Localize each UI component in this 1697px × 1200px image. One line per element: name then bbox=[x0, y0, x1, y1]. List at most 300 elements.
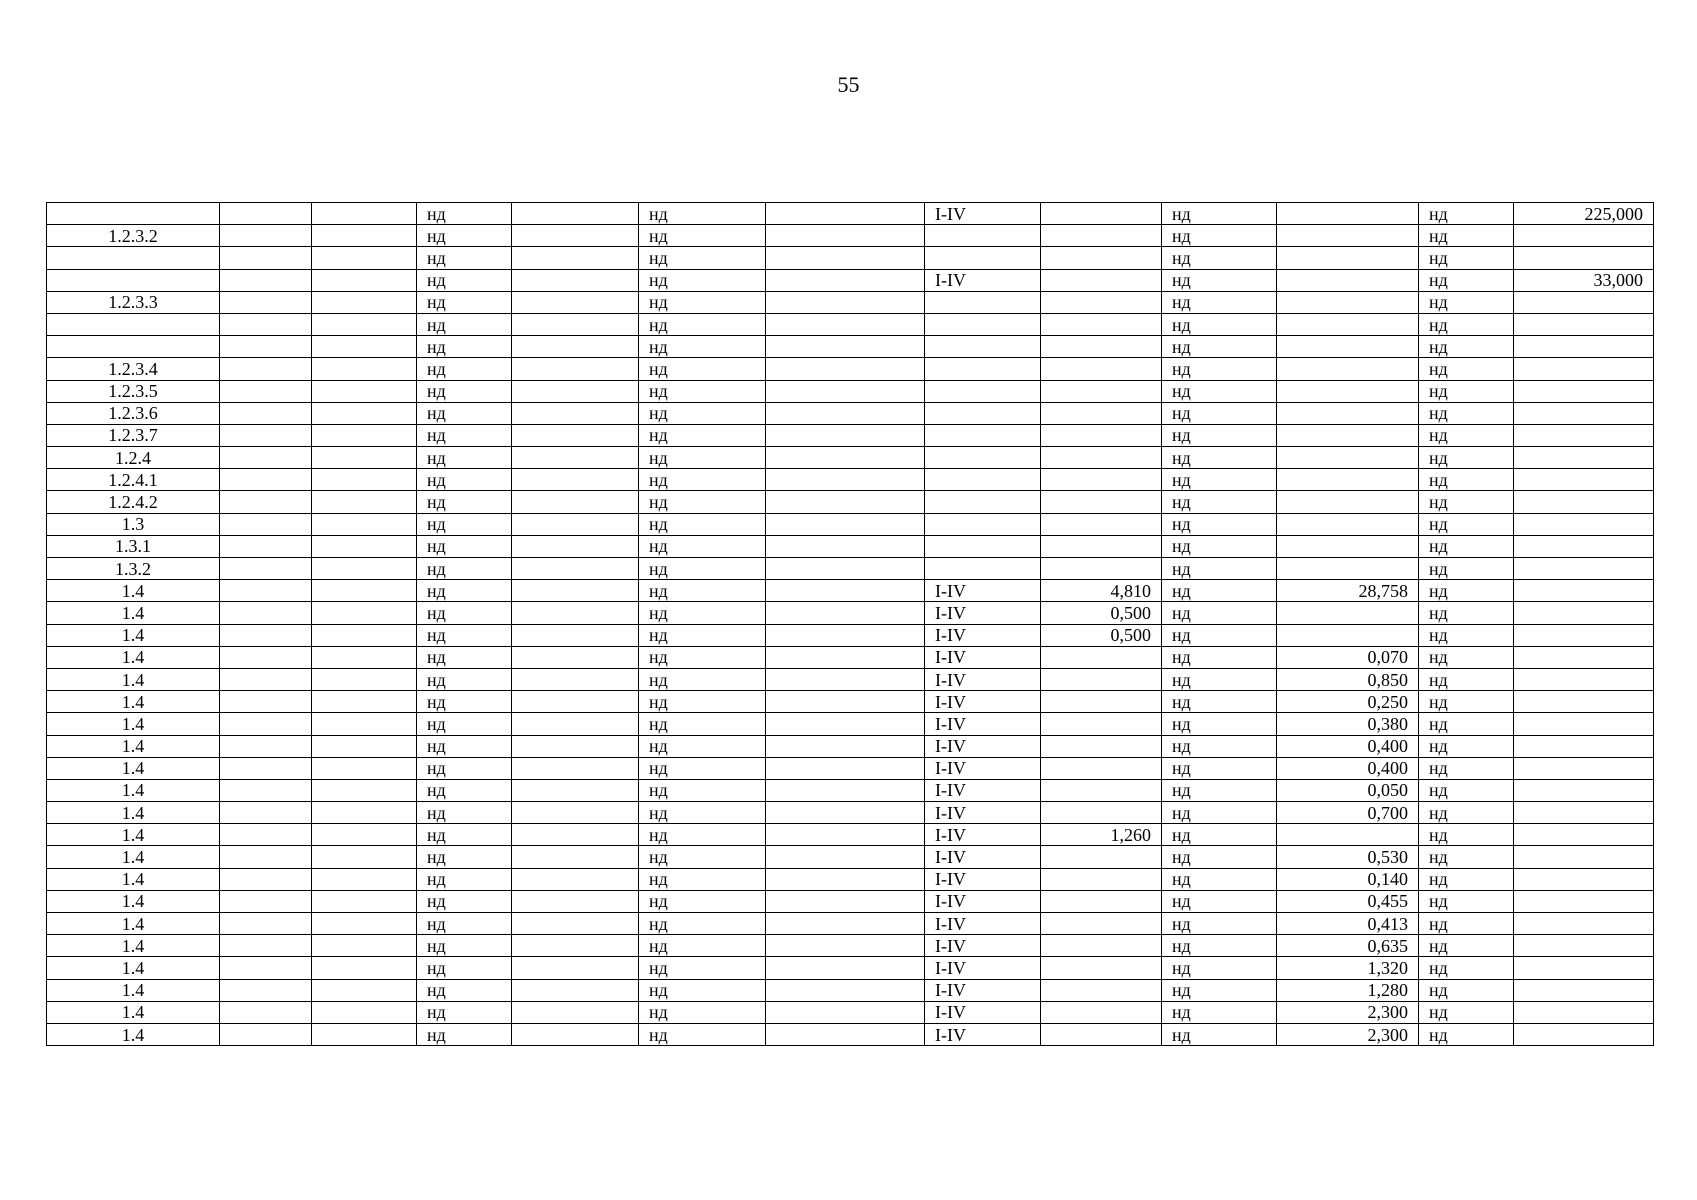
table-cell bbox=[512, 424, 639, 446]
table-cell bbox=[512, 313, 639, 335]
table-cell: 0,700 bbox=[1277, 802, 1419, 824]
table-cell bbox=[1041, 535, 1162, 557]
table-cell bbox=[1041, 668, 1162, 690]
table-cell: I-IV bbox=[925, 868, 1041, 890]
table-cell bbox=[1514, 513, 1654, 535]
table-row bbox=[47, 447, 1654, 469]
table-cell: нд bbox=[1162, 713, 1277, 735]
table-cell bbox=[1041, 291, 1162, 313]
table-cell: нд bbox=[1162, 935, 1277, 957]
table-cell bbox=[766, 935, 925, 957]
table-cell: I-IV bbox=[925, 580, 1041, 602]
table-cell bbox=[512, 1023, 639, 1045]
table-cell: нд bbox=[417, 491, 512, 513]
table-cell: 1.2.3.2 bbox=[47, 225, 220, 247]
table-cell bbox=[220, 336, 312, 358]
table-cell bbox=[312, 691, 417, 713]
table-row bbox=[47, 935, 1654, 957]
table-cell bbox=[512, 757, 639, 779]
table-cell bbox=[925, 447, 1041, 469]
table-cell bbox=[512, 1001, 639, 1023]
table-cell: 1.2.3.6 bbox=[47, 402, 220, 424]
table-cell bbox=[47, 247, 220, 269]
table-cell bbox=[312, 380, 417, 402]
table-cell bbox=[220, 380, 312, 402]
table-cell: нд bbox=[1419, 513, 1514, 535]
table-cell bbox=[1514, 402, 1654, 424]
table-cell bbox=[220, 535, 312, 557]
table-cell bbox=[312, 469, 417, 491]
table-cell bbox=[312, 735, 417, 757]
table-cell bbox=[512, 491, 639, 513]
table-cell bbox=[312, 846, 417, 868]
table-cell: нд bbox=[1419, 203, 1514, 225]
table-cell: нд bbox=[639, 824, 766, 846]
table-cell: нд bbox=[639, 491, 766, 513]
table-cell bbox=[312, 668, 417, 690]
table-cell bbox=[220, 757, 312, 779]
table-cell: нд bbox=[639, 1001, 766, 1023]
table-cell bbox=[1514, 979, 1654, 1001]
table-cell bbox=[1277, 513, 1419, 535]
table-cell: нд bbox=[1162, 1001, 1277, 1023]
table-cell bbox=[220, 802, 312, 824]
table-cell: I-IV bbox=[925, 824, 1041, 846]
table-cell bbox=[1277, 291, 1419, 313]
table-cell: 1.4 bbox=[47, 757, 220, 779]
table-cell: нд bbox=[1162, 558, 1277, 580]
table-cell bbox=[1514, 957, 1654, 979]
table-cell: нд bbox=[417, 957, 512, 979]
table-cell: 0,530 bbox=[1277, 846, 1419, 868]
table-cell: I-IV bbox=[925, 624, 1041, 646]
table-cell bbox=[1514, 358, 1654, 380]
table-cell bbox=[766, 247, 925, 269]
table-cell bbox=[766, 735, 925, 757]
table-cell bbox=[925, 291, 1041, 313]
table-cell bbox=[1514, 447, 1654, 469]
table-cell bbox=[925, 558, 1041, 580]
table-cell bbox=[1277, 358, 1419, 380]
table-cell bbox=[220, 713, 312, 735]
table-row bbox=[47, 890, 1654, 912]
table-cell bbox=[1514, 247, 1654, 269]
table-cell: нд bbox=[639, 402, 766, 424]
table-cell: нд bbox=[639, 580, 766, 602]
table-cell bbox=[1041, 1023, 1162, 1045]
table-cell: 1.4 bbox=[47, 779, 220, 801]
table-cell: нд bbox=[1419, 291, 1514, 313]
table-cell bbox=[766, 668, 925, 690]
table-cell bbox=[220, 402, 312, 424]
table-cell: 1.4 bbox=[47, 668, 220, 690]
table-cell: нд bbox=[1162, 624, 1277, 646]
table-cell bbox=[312, 513, 417, 535]
table-cell: нд bbox=[1162, 380, 1277, 402]
table-cell bbox=[1514, 935, 1654, 957]
table-cell bbox=[512, 402, 639, 424]
table-cell bbox=[1041, 313, 1162, 335]
table-cell: нд bbox=[639, 513, 766, 535]
table-cell: 1.2.4 bbox=[47, 447, 220, 469]
table-cell: 1.2.3.3 bbox=[47, 291, 220, 313]
table-cell: I-IV bbox=[925, 779, 1041, 801]
table-cell bbox=[1514, 535, 1654, 557]
table-cell bbox=[1041, 247, 1162, 269]
table-cell: нд bbox=[417, 935, 512, 957]
table-cell bbox=[220, 1001, 312, 1023]
table-cell bbox=[512, 269, 639, 291]
table-cell bbox=[512, 957, 639, 979]
table-cell: нд bbox=[639, 358, 766, 380]
table-cell: нд bbox=[639, 558, 766, 580]
table-cell bbox=[925, 336, 1041, 358]
table-cell: нд bbox=[417, 779, 512, 801]
table-cell bbox=[220, 779, 312, 801]
table-row bbox=[47, 513, 1654, 535]
table-cell: нд bbox=[417, 1023, 512, 1045]
table-cell bbox=[1041, 913, 1162, 935]
table-cell: нд bbox=[1419, 313, 1514, 335]
table-cell bbox=[512, 558, 639, 580]
table-cell: I-IV bbox=[925, 691, 1041, 713]
table-cell bbox=[512, 979, 639, 1001]
table-cell: нд bbox=[1162, 402, 1277, 424]
table-cell bbox=[766, 757, 925, 779]
table-cell: нд bbox=[417, 824, 512, 846]
table-body bbox=[47, 203, 1654, 1046]
table-cell: нд bbox=[417, 247, 512, 269]
table-cell bbox=[1041, 469, 1162, 491]
table-cell bbox=[925, 402, 1041, 424]
table-cell bbox=[312, 558, 417, 580]
table-cell: нд bbox=[639, 535, 766, 557]
table-cell bbox=[1514, 602, 1654, 624]
table-cell bbox=[766, 802, 925, 824]
table-cell bbox=[1514, 890, 1654, 912]
table-cell: нд bbox=[1419, 668, 1514, 690]
table-cell bbox=[312, 890, 417, 912]
table-row bbox=[47, 668, 1654, 690]
table-cell: нд bbox=[1419, 269, 1514, 291]
table-cell bbox=[766, 913, 925, 935]
table-cell bbox=[1041, 646, 1162, 668]
table-row bbox=[47, 291, 1654, 313]
table-cell: I-IV bbox=[925, 203, 1041, 225]
table-cell bbox=[512, 380, 639, 402]
table-row bbox=[47, 802, 1654, 824]
table-cell: нд bbox=[639, 802, 766, 824]
table-cell: 1.4 bbox=[47, 624, 220, 646]
table-cell bbox=[766, 225, 925, 247]
table-row bbox=[47, 247, 1654, 269]
table-cell: нд bbox=[417, 913, 512, 935]
table-cell bbox=[925, 424, 1041, 446]
table-cell: 0,400 bbox=[1277, 735, 1419, 757]
table-cell: нд bbox=[639, 291, 766, 313]
table-cell: нд bbox=[639, 735, 766, 757]
table-cell: нд bbox=[417, 336, 512, 358]
table-cell bbox=[1277, 402, 1419, 424]
table-cell: нд bbox=[417, 447, 512, 469]
table-cell: нд bbox=[1419, 691, 1514, 713]
table-cell: нд bbox=[1419, 358, 1514, 380]
table-cell bbox=[766, 203, 925, 225]
table-cell bbox=[220, 491, 312, 513]
table-cell: 1.4 bbox=[47, 735, 220, 757]
table-row bbox=[47, 313, 1654, 335]
table-cell bbox=[1514, 779, 1654, 801]
table-cell: нд bbox=[1419, 602, 1514, 624]
table-cell bbox=[220, 558, 312, 580]
table-cell: 1.3.2 bbox=[47, 558, 220, 580]
table-cell bbox=[312, 757, 417, 779]
table-cell bbox=[512, 846, 639, 868]
table-cell: нд bbox=[1419, 713, 1514, 735]
table-cell bbox=[220, 890, 312, 912]
table-cell: 1.4 bbox=[47, 580, 220, 602]
table-cell bbox=[512, 291, 639, 313]
table-cell: 0,500 bbox=[1041, 602, 1162, 624]
table-cell bbox=[1514, 225, 1654, 247]
table-cell: 0,380 bbox=[1277, 713, 1419, 735]
table-row bbox=[47, 269, 1654, 291]
table-cell: нд bbox=[1162, 757, 1277, 779]
table-cell bbox=[1041, 380, 1162, 402]
table-cell: нд bbox=[1419, 580, 1514, 602]
table-cell: нд bbox=[639, 935, 766, 957]
table-cell bbox=[512, 225, 639, 247]
table-cell: нд bbox=[1162, 269, 1277, 291]
table-cell bbox=[1277, 602, 1419, 624]
table-cell bbox=[1277, 535, 1419, 557]
table-cell: нд bbox=[1162, 824, 1277, 846]
table-cell bbox=[766, 602, 925, 624]
page-number: 55 bbox=[837, 72, 860, 97]
table-cell: 1.2.4.1 bbox=[47, 469, 220, 491]
table-cell bbox=[766, 535, 925, 557]
table-cell bbox=[766, 469, 925, 491]
table-cell bbox=[1514, 1023, 1654, 1045]
table-cell bbox=[1514, 735, 1654, 757]
table-cell bbox=[1277, 380, 1419, 402]
table-cell bbox=[766, 336, 925, 358]
table-cell bbox=[1514, 469, 1654, 491]
table-cell bbox=[1277, 624, 1419, 646]
table-cell bbox=[312, 424, 417, 446]
table-cell bbox=[312, 247, 417, 269]
table-cell: нд bbox=[417, 602, 512, 624]
table-cell bbox=[766, 447, 925, 469]
table-cell bbox=[512, 535, 639, 557]
table-cell: 2,300 bbox=[1277, 1001, 1419, 1023]
table-cell bbox=[220, 735, 312, 757]
table-cell bbox=[1041, 979, 1162, 1001]
table-cell: нд bbox=[1162, 979, 1277, 1001]
table-cell: 1.4 bbox=[47, 602, 220, 624]
table-cell bbox=[512, 802, 639, 824]
table-cell bbox=[512, 890, 639, 912]
table-cell: 28,758 bbox=[1277, 580, 1419, 602]
table-cell: 1.2.4.2 bbox=[47, 491, 220, 513]
table-cell bbox=[220, 269, 312, 291]
table-cell: нд bbox=[1162, 291, 1277, 313]
table-cell bbox=[312, 535, 417, 557]
table-cell: 0,400 bbox=[1277, 757, 1419, 779]
table-cell bbox=[1277, 203, 1419, 225]
table-cell: нд bbox=[417, 691, 512, 713]
table-cell bbox=[1041, 336, 1162, 358]
table-cell bbox=[512, 668, 639, 690]
table-cell: 0,850 bbox=[1277, 668, 1419, 690]
table-cell bbox=[766, 713, 925, 735]
table-cell: 1,260 bbox=[1041, 824, 1162, 846]
table-cell: I-IV bbox=[925, 979, 1041, 1001]
table-cell: 1.4 bbox=[47, 646, 220, 668]
table-cell: нд bbox=[1419, 1023, 1514, 1045]
table-cell bbox=[512, 447, 639, 469]
table-cell: I-IV bbox=[925, 802, 1041, 824]
table-cell: нд bbox=[1419, 247, 1514, 269]
table-cell: 1.4 bbox=[47, 935, 220, 957]
table-cell bbox=[766, 491, 925, 513]
table-cell: 4,810 bbox=[1041, 580, 1162, 602]
table-cell bbox=[1041, 735, 1162, 757]
table-cell bbox=[925, 380, 1041, 402]
table-cell: I-IV bbox=[925, 890, 1041, 912]
table-cell: 0,500 bbox=[1041, 624, 1162, 646]
table-cell: нд bbox=[639, 646, 766, 668]
table-cell bbox=[1277, 558, 1419, 580]
table-cell: нд bbox=[1419, 646, 1514, 668]
table-cell bbox=[512, 513, 639, 535]
table-cell: нд bbox=[1419, 225, 1514, 247]
table-cell bbox=[312, 802, 417, 824]
table-cell: нд bbox=[1162, 691, 1277, 713]
table-cell: I-IV bbox=[925, 1023, 1041, 1045]
table-cell: нд bbox=[417, 846, 512, 868]
table-cell bbox=[1041, 691, 1162, 713]
table-cell bbox=[220, 447, 312, 469]
table-cell bbox=[312, 203, 417, 225]
table-row bbox=[47, 402, 1654, 424]
table-cell: 2,300 bbox=[1277, 1023, 1419, 1045]
table-cell bbox=[1514, 713, 1654, 735]
table-cell bbox=[220, 424, 312, 446]
table-cell bbox=[1041, 513, 1162, 535]
table-cell bbox=[312, 957, 417, 979]
table-cell: нд bbox=[1419, 824, 1514, 846]
table-cell: нд bbox=[639, 691, 766, 713]
table-cell: нд bbox=[639, 1023, 766, 1045]
table-cell bbox=[1514, 424, 1654, 446]
table-cell bbox=[1514, 624, 1654, 646]
table-cell: нд bbox=[639, 868, 766, 890]
table-cell bbox=[1277, 225, 1419, 247]
table-cell bbox=[1041, 779, 1162, 801]
table-cell: нд bbox=[1162, 779, 1277, 801]
table-cell: нд bbox=[417, 735, 512, 757]
table-cell: нд bbox=[1419, 846, 1514, 868]
table-cell: нд bbox=[1419, 913, 1514, 935]
table-cell: нд bbox=[1162, 957, 1277, 979]
table-row bbox=[47, 580, 1654, 602]
table-cell: нд bbox=[1419, 447, 1514, 469]
table-row bbox=[47, 624, 1654, 646]
table-row bbox=[47, 602, 1654, 624]
table-cell: I-IV bbox=[925, 602, 1041, 624]
table-cell bbox=[47, 269, 220, 291]
table-cell bbox=[220, 247, 312, 269]
table-cell bbox=[512, 713, 639, 735]
table-cell bbox=[1514, 336, 1654, 358]
table-cell bbox=[766, 890, 925, 912]
table-cell: нд bbox=[639, 203, 766, 225]
table-cell bbox=[47, 203, 220, 225]
table-row bbox=[47, 957, 1654, 979]
table-cell bbox=[512, 868, 639, 890]
table-cell bbox=[512, 624, 639, 646]
table-cell: нд bbox=[1419, 535, 1514, 557]
table-cell bbox=[766, 824, 925, 846]
table-cell: нд bbox=[1162, 802, 1277, 824]
table-cell bbox=[766, 402, 925, 424]
table-cell: нд bbox=[1162, 447, 1277, 469]
table-cell: нд bbox=[1419, 558, 1514, 580]
table-cell: нд bbox=[417, 802, 512, 824]
table-cell bbox=[1041, 491, 1162, 513]
table-cell bbox=[312, 269, 417, 291]
table-cell bbox=[1277, 469, 1419, 491]
table-cell bbox=[220, 513, 312, 535]
table-cell: нд bbox=[1162, 602, 1277, 624]
table-cell: нд bbox=[639, 336, 766, 358]
table-cell bbox=[1514, 380, 1654, 402]
table-row bbox=[47, 358, 1654, 380]
table-cell bbox=[512, 469, 639, 491]
table-cell bbox=[312, 913, 417, 935]
table-cell: I-IV bbox=[925, 935, 1041, 957]
table-cell bbox=[1041, 269, 1162, 291]
table-row bbox=[47, 1001, 1654, 1023]
table-row bbox=[47, 336, 1654, 358]
table-cell: нд bbox=[417, 291, 512, 313]
table-cell bbox=[220, 203, 312, 225]
table-cell bbox=[312, 713, 417, 735]
table-cell: нд bbox=[417, 713, 512, 735]
table-cell bbox=[925, 491, 1041, 513]
table-cell: нд bbox=[417, 469, 512, 491]
table-cell: I-IV bbox=[925, 713, 1041, 735]
table-cell bbox=[220, 691, 312, 713]
table-cell bbox=[220, 358, 312, 380]
table-cell: нд bbox=[1419, 402, 1514, 424]
table-cell bbox=[1514, 802, 1654, 824]
table-cell: нд bbox=[639, 913, 766, 935]
table-cell bbox=[312, 336, 417, 358]
table-cell bbox=[766, 957, 925, 979]
table-row bbox=[47, 469, 1654, 491]
table-cell: нд bbox=[1419, 868, 1514, 890]
table-cell: 1.4 bbox=[47, 957, 220, 979]
table-cell bbox=[766, 513, 925, 535]
table-cell: нд bbox=[417, 225, 512, 247]
table-cell: нд bbox=[639, 269, 766, 291]
table-cell bbox=[312, 1001, 417, 1023]
table-cell: I-IV bbox=[925, 757, 1041, 779]
table-cell bbox=[512, 358, 639, 380]
table-cell: нд bbox=[1419, 1001, 1514, 1023]
